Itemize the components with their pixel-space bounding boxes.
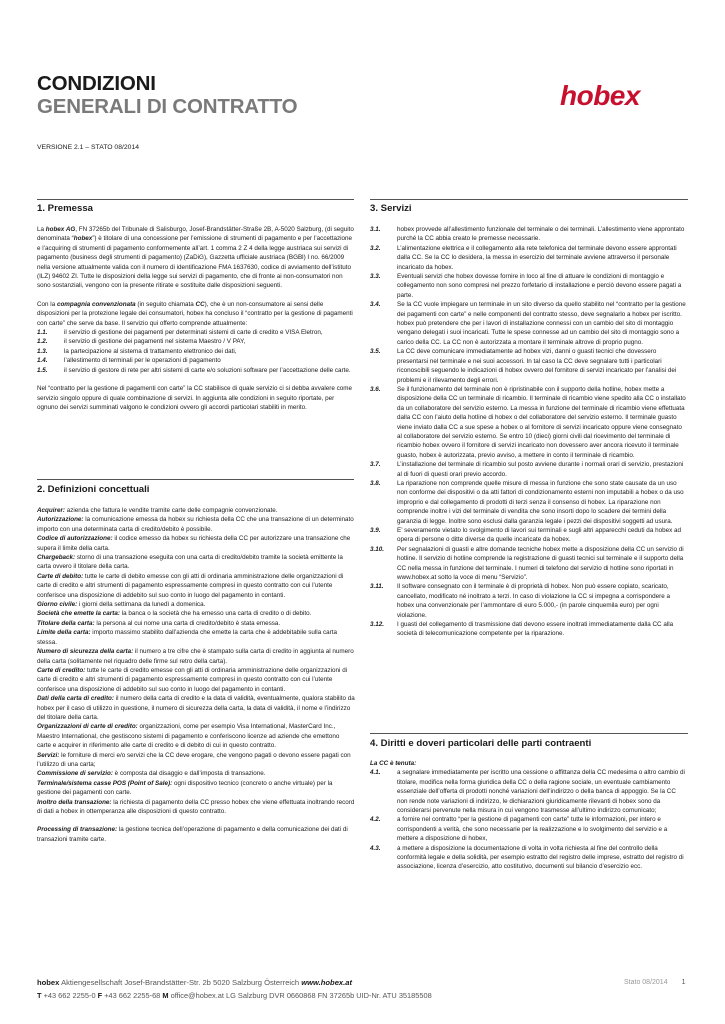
definition: Numero di sicurezza della carta: il numero a tre cifre che è stampato sulla carta di credito in aggiunta al numero della carta (solitamente nel riquadro delle firme sul retro della carta). [37,648,354,665]
section-rule-2 [37,479,354,480]
list-item: 3.12. I guasti del collegamento di trasmissione dati devono essere inoltrati immediatamente dalla CC alla società di telecomunicazione competente per la riparazione. [370,621,674,638]
list-item: 3.8. La riparazione non comprende quelle misure di messa in funzione che sono state causate da un uso non conforme dei dispositivi o da atti fattori di condizionamento esterni non imputabili a hobex o da uso improprio e dal collegamento di prodotti di terzi senza il consenso di hobex. La riparazione non comprende inoltre i vizi del terminale di vendita che sono insorti dopo lo scadere dei termini della garanzia di legge. Inoltre sono esclusi dalla garanzia legale i pezzi dei dispositivi soggetti ad usura. [370,479,684,525]
title-line-1: CONDIZIONI [37,72,156,95]
definition: Chargeback: storno di una transazione eseguita con una carta di credito/debito tramite la società emittente la carta ovvero il titolare della carta. [37,554,343,571]
section-2-body [37,506,355,844]
definition: Codice di autorizzazione: il codice emesso da hobex su richiesta della CC per autorizzare una transazione che supera il limite della carta. [37,535,351,552]
definition: Commissione di servizio: è composta dal disaggio e dall’imposta di transazione. [37,770,266,778]
page-info: Stato 08/2014 1 [624,979,686,986]
list-item: 3.1. hobex provvede all’allestimento funzionale del terminale o dei terminali. L’allestimento viene approntato purché la CC abbia creato le premesse necessarie. [370,226,685,243]
list-item: 3.2. L’alimentazione elettrica e il collegamento alla rete telefonica del terminale devono essere approntati dalla CC. Se la CC lo desidera, la messa in esercizio del terminale avviene attraverso il personale incaricato da hobex. [370,244,677,271]
title-line-2: GENERALI DI CONTRATTO [37,95,298,118]
version-label: VERSIONE 2.1 – STATO 08/2014 [37,144,140,151]
definition: Dati della carta di credito: il numero della carta di credito e la data di validità, eventualmente, qualora stabilito da hobex per il caso di utilizzo in questione, il numero di sicurezza della carta, la data di validità, il nome e l’indirizzo del titolare della carta. [37,695,355,721]
hobex-logo: hobex [560,80,640,111]
paragraph: Nel “contratto per la gestione di pagamenti con carte” la CC stabilisce di quale servizio ci si debba avvalere come servizio singolo oppure di quale combinazione di servizi. In aggiunta alle condizioni in seguito riportate, per ognuno dei servizi summinati valgono le condizioni ovvero gli accordi particolari stabiliti in merito. [37,385,353,411]
list-item: 3.3. Eventuali servizi che hobex dovesse fornire in loco al fine di attuare le condizioni di montaggio e collegamento non sono compresi nel prezzo forfetario di installazione e perciò devono essere pagati a parte. [370,273,682,299]
definition: Processing di transazione: la gestione tecnica dell’operazione di pagamento e della comunicazione dei dati di transazioni tramite carte. [37,826,348,843]
paragraph: Con la compagnia convenzionata (in seguito chiamata CC), che è un non-consumatore ai sensi delle disposizioni per la protezione legale dei consumatori, hobex ha concluso il “contratto per la gestione di pagamenti con carte” che serve da base. Il servizio qui offerto comprende attualmente: [37,300,353,327]
section-rule-4 [370,733,688,734]
section-3-body [370,225,688,639]
section-heading-2: 2. Definizioni concettuali [37,484,150,495]
definition: Carte di credito: tutte le carte di credito emesse con gli atti di ordinaria amministrazione delle organizzazioni di carte di credito e altri strumenti di pagamento espressamente compresi in questo contratto con cui l’utente conferisce una disposizione di addebito sul suo conto in luogo del pagamento in contanti. [37,666,348,693]
website-link[interactable]: www.hobex.at [301,978,353,987]
definition: Limite della carta: importo massimo stabilito dall’azienda che emette la carta che è addebitabile sulla carta stessa. [37,629,337,646]
section-rule-3 [370,199,688,200]
definition: Acquirer: azienda che fattura le vendite tramite carte delle compagnie convenzionate. [37,507,278,514]
list-item: 1.3. la partecipazione al sistema di trattamento elettronico dei dati, [37,347,237,355]
footer-company-line: hobex Aktiengesellschaft Josef-Brandstätter-Str. 2b 5020 Salzburg Österreich www.hobex.at [37,978,353,987]
footer-contact-line: T +43 662 2255-0 F +43 662 2255-68 M office@hobex.at LG Salzburg DVR 0660868 FN 37265b UID-Nr. ATU 35185508 [37,991,432,1000]
definition: Servizi: le forniture di merci e/o servizi che la CC deve erogare, che vengono pagati o devono essere pagati con l’utilizzo di una carta; [37,751,351,768]
definition: Società che emette la carta: la banca o la società che ha emesso una carta di credito o di debito. [37,610,312,618]
definition: Terminale/sistema casse POS (Point of Sale): ogni dispositivo tecnico (concreto o anche virtuale) per la gestione dei pagamenti con carte. [37,779,333,797]
definition: Giorno civile: i giorni della settimana da lunedì a domenica. [37,601,206,609]
definition: Organizzazioni di carte di credito: organizzazioni, come per esempio Visa International, MasterCard Inc., Maestro International, che gestiscono sistemi di pagamento e conferiscono licenze ad aziende che emettono carte e acquirer in riferimento alle carte di credito e di debito di cui in questo contratto. [37,723,340,750]
list-item: 3.5. La CC deve comunicare immediatamente ad hobex vizi, danni o guasti tecnici che dovessero presentarsi nel terminale e nei suoi accessori. In tal caso la CC deve segnalare tutti i particolari riconoscibili seguendo le indicazioni di hobex ovvero del fornitore di servizi incaricato per l’analisi dei problemi e il rilevamento degli errori. [370,348,677,384]
list-item: 1.4. l’allestimento di terminali per le operazioni di pagamento [37,357,221,365]
section-heading-3: 3. Servizi [370,203,412,214]
definition: Autorizzazione: la comunicazione emessa da hobex su richiesta della CC che una transazione di un determinato importo con una determinata carta di credito/debito è possibile. [37,516,354,533]
list-item: 4.2. a fornire nel contratto “per la gestione di pagamenti con carte” tutte le informazioni, per intero e corrispondenti a verità, che sono necessarie per la realizzazione e lo svolgimento del servizio e a mettere a disposizione di hobex, [370,816,668,843]
list-item: 1.5. il servizio di gestore di rete per altri sistemi di carte e/o soluzioni software per l’accettazione delle carte. [37,366,351,374]
list-item: 3.10. Per segnalazioni di guasti e altre domande tecniche hobex mette a disposizione della CC un servizio di hotline. Il servizio di hotline comprende la registrazione di guasti tecnici sul terminale e il supporto della CC nella messa in funzione del terminale. I numeri di telefono del servizio di hotline sono riportati in www.hobex.at sotto la voce di menu “Servizio”. [370,545,684,582]
definition: Carte di debito: tutte le carte di debito emesse con gli atti di ordinaria amministrazione delle organizzazioni di carte di credito e altri strumenti di pagamento espressamente compresi in questo contratto con cui l’utente conferisce una disposizione di addebito sul suo conto in luogo del pagamento in contanti. [37,572,344,599]
subheading: La CC è tenuta: [370,760,417,767]
list-item: 4.3. a mettere a disposizione la documentazione di volta in volta richiesta al fine del controllo della conformità legale e della solidità, per esempio estratto del registro delle imprese, estratto del registro di associazione, licenza d’esercizio, atto costitutivo, documenti sul bilancio d’esercizio ecc. [370,844,684,871]
list-item: 3.9. E’ severamente vietato lo svolgimento di lavori sui terminali e sugli altri apparecchi ceduti da hobex ad opera di persone o ditte diverse da quelle incaricate da hobex. [370,527,681,544]
definition: Inoltro della transazione: la richiesta di pagamento della CC presso hobex che viene effettuata inoltrando record di dati a hobex in ottemperanza alle disposizioni di questo contratto. [37,798,355,815]
list-item: 3.7. L’installazione del terminale di ricambio sul posto avviene durante i normali orari di servizio, prestazioni al di fuori di questi orari previo accordo. [370,461,684,478]
list-item: 1.1. il servizio di gestione dei pagamenti per determinati sistemi di carte di credito e VISA Eletron, [37,329,323,337]
section-rule-1 [37,199,354,200]
list-item: 4.1. a segnalare immediatamente per iscritto una cessione o affittanza della CC medesima o altro cambio di titolare, modifica nella forma giuridica della CC o della ragione sociale, un eventuale cambiamento essenziale dell’offerta di prodotti nonché variazioni dell’indirizzo o della banca di appoggio. Se la CC non rende note variazioni di indirizzo, le dichiarazioni giuridicamente rilevanti di hobex sono da considerarsi pervenute nella misura in cui vengono trasmesse all’ultimo indirizzo comunicato; [370,769,685,815]
list-item: 3.11. Il software consegnato con il terminale è di proprietà di hobex. Non può essere copiato, scaricato, cancellato, modificato né inoltrato a terzi. In caso di violazione la CC si impegna a corrispondere a hobex una convenzionale per l’ammontare di euro 5.000,- (in parole cinquemila euro) per ogni violazione. [370,583,671,619]
section-heading-4: 4. Diritti e doveri particolari delle parti contraenti [370,738,592,749]
list-item: 3.6. Se il funzionamento del terminale non è ripristinabile con il supporto della hotline, hobex mette a disposizione della CC un terminale di ricambio. Il terminale di ricambio viene spedito alla CC o installato da un collaboratore del servizio esterno. La messa in funzione del terminale di ricambio viene effettuata dalla CC con l’aiuto della hotline di hobex o del collaboratore del servizio esterno. Il terminale guasto viene inviato dalla CC a sue spese a hobex o al fornitore di servizi incaricato oppure viene consegnato al collaboratore del servizio esterno. Se entro 10 (dieci) giorni civili dal ricevimento del terminale di ricambio hobex ovvero il fornitore di servizi incaricato non dovessero aver ancora ricevuto il terminale guasto, hobex è autorizzata, previo avviso, a mettere in conto il terminale di ricambio. [370,385,686,459]
section-4-body [370,759,688,872]
paragraph: La hobex AG, FN 37265b del Tribunale di Salisburgo, Josef-Brandstätter-Straße 2B, A-5020 Salzburg, (di seguito denominata “hobex”) è titolare di una concessione per l’emissione di strumenti di pagamento e per l’accettazione e l’acquiring di strumenti di pagamento conformemente all’art. 1 comma 2 Z 4 della legge austriaca sui servizi di pagamento (business degli strumenti di pagamento) (ZaDiG), Gazzetta ufficiale austriaca (BGBl) I no. 66/2009 nella versione attualmente valida con il numero di identificazione FMA 1637630, codice di avviamento dell’istituto (ILZ) 94602 ZI. Tutte le disposizioni della legge sui servizi di pagamento, che di fronte ai non-consumatori non sono sostanziali, vengono con la presente ritirate e sostituite dalle disposizioni seguenti. [37,226,354,290]
list-item: 1.2. il servizio di gestione dei pagamenti nel sistema Maestro / V PAY, [37,338,246,346]
list-item: 3.4. Se la CC vuole impiegare un terminale in un sito diverso da quello stabilito nel “contratto per la gestione dei pagamenti con carte” e nelle componenti del contratto stesso, deve segnalarlo a hobex per iscritto. hobex può pretendere che per i lavori di installazione connessi con un cambio del sito di montaggio vengano delegati i suoi incaricati. Tutte le spese connesse ad un cambio del sito di montaggio sono a carico della CC. La CC non è autorizzata a montare il terminale altrove di proprio pugno. [370,301,686,346]
definition: Titolare della carta: la persona al cui nome una carta di credito/debito è stata emessa. [37,619,281,627]
section-heading-1: 1. Premessa [37,203,94,214]
section-1-body [37,225,355,412]
